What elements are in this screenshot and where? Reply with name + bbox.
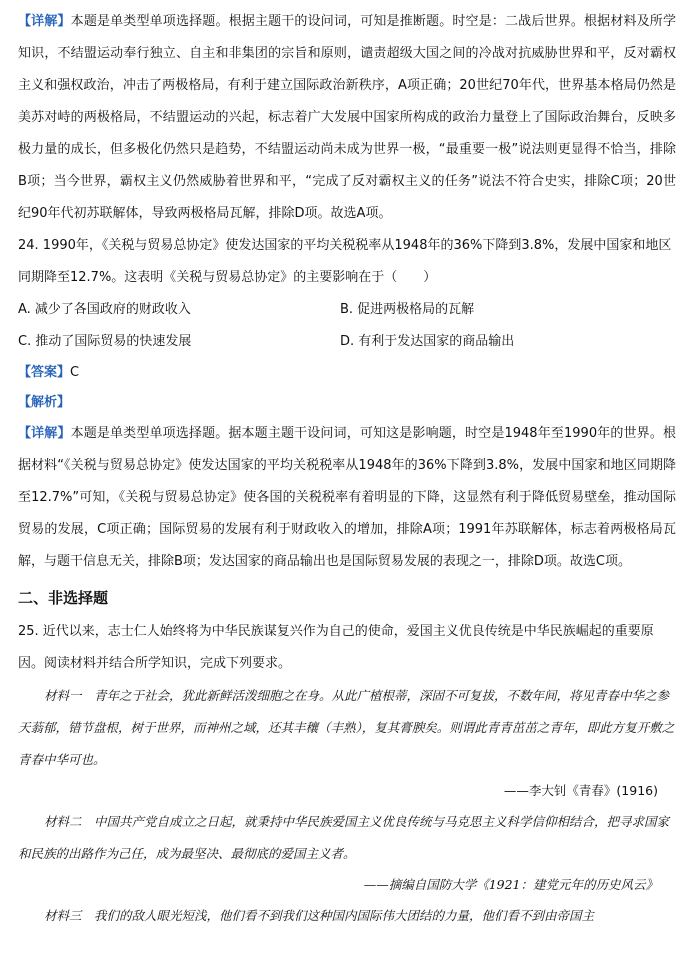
answer-line	[18, 358, 676, 388]
option-c: C. 推动了国际贸易的快速发展	[18, 334, 192, 349]
detail-tag: 【详解】	[18, 426, 71, 441]
option-b: B. 促进两极格局的瓦解	[340, 302, 475, 317]
question-24-stem: 24. 1990年，《关税与贸易总协定》使发达国家的平均关税税率从1948年的36%下降到3.8%，发展中国家和地区同期降至12.7%。这表明《关税与贸易总协定》的主要影响在于（ ）	[18, 238, 672, 285]
detail-paragraph-q24	[18, 418, 676, 578]
analysis-tag: 【解析】	[18, 395, 71, 410]
options-row-2	[18, 326, 676, 358]
material-2-source: ——摘编自国防大学《1921：建党元年的历史风云》	[363, 877, 658, 892]
section-heading: 二、非选择题	[18, 589, 109, 607]
material-2: 材料二 中国共产党自成立之日起，就秉持中华民族爱国主义优良传统与马克思主义科学信仰相结合，把寻求国家和民族的出路作为己任，成为最坚决、最彻底的爱国主义者。	[18, 814, 670, 861]
answer-value: C	[70, 365, 80, 380]
material-1: 材料一 青年之于社会，犹此新鲜活泼细胞之在身。从此广植根蒂，深固不可复拔，不数年间，将见青春中华之参天蓊郁，错节盘根，树于世界，而神州之域，还其丰穰（丰熟），复其膏腴矣。则谓此青青茁茁之青年，即此方复开敷之青春中华可也。	[18, 688, 675, 767]
option-a: A. 减少了各国政府的财政收入	[18, 302, 191, 317]
material-1-source: ——李大钊《青春》(1916)	[503, 783, 658, 798]
detail-paragraph-q23	[18, 6, 676, 230]
material-3: 材料三 我们的敌人眼光短浅，他们看不到我们这种国内国际伟大团结的力量，他们看不到由帝国主	[44, 908, 595, 923]
analysis-line	[18, 388, 676, 418]
detail-text: 本题是单类型单项选择题。根据主题干的设问词，可知是推断题。时空是：二战后世界。根据材料及所学知识，不结盟运动奉行独立、自主和非集团的宗旨和原则，谴责超级大国之间的冷战对抗威胁世界和平，反对霸权主义和强权政治，冲击了两极格局，有利于建立国际政治新秩序，A项正确；20世纪70年代，世界基本格局仍然是美苏对峙的两极格局，不结盟运动的兴起，标志着广大发展中国家所构成的政治力量登上了国际政治舞台，反映多极力量的成长，但多极化仍然只是趋势，不结盟运动尚未成为世界一极，“最重要一极”说法则更显得不恰当，排除B项；当今世界，霸权主义仍然威胁着世界和平，“完成了反对霸权主义的任务”说法不符合史实，排除C项；20世纪90年代初苏联解体，导致两极格局瓦解，排除D项。故选A项。	[18, 14, 676, 221]
question-25-stem: 25. 近代以来，志士仁人始终将为中华民族谋复兴作为自己的使命，爱国主义优良传统是中华民族崛起的重要原因。阅读材料并结合所学知识，完成下列要求。	[18, 624, 654, 671]
option-d: D. 有利于发达国家的商品输出	[340, 334, 515, 349]
detail-text: 本题是单类型单项选择题。据本题主题干设问词，可知这是影响题，时空是1948年至1990年的世界。根据材料“《关税与贸易总协定》使发达国家的平均关税税率从1948年的36%下降到3.8%，发展中国家和地区同期降至12.7%”可知，《关税与贸易总协定》使各国的关税税率有着明显的下降，这显然有利于降低贸易壁垒，推动国际贸易的发展，C项正确；国际贸易的发展有利于财政收入的增加，排除A项；1991年苏联解体，标志着两极格局瓦解，与题干信息无关，排除B项；发达国家的商品输出也是国际贸易发展的表现之一，排除D项。故选C项。	[18, 426, 676, 569]
detail-tag: 【详解】	[18, 14, 71, 29]
options-row-1	[18, 294, 676, 326]
answer-tag: 【答案】	[18, 365, 71, 380]
